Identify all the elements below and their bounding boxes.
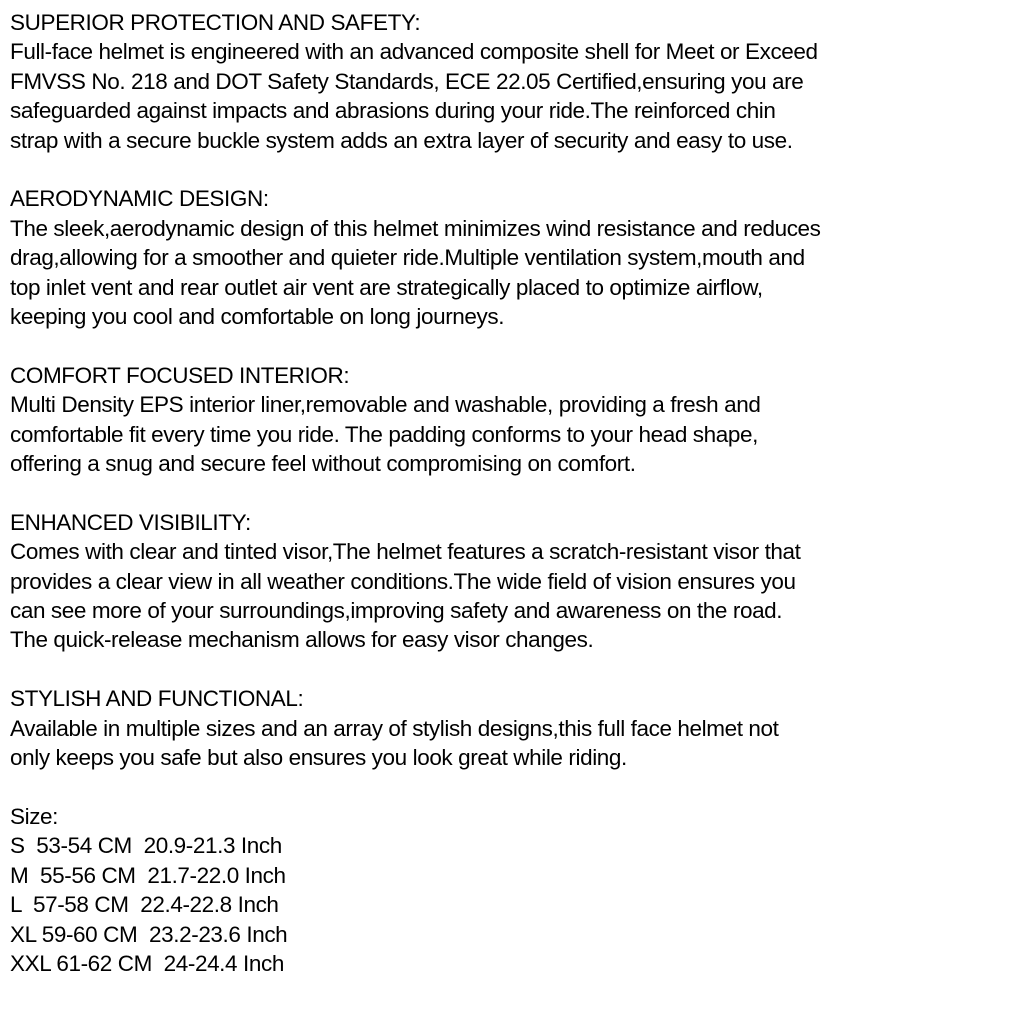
text-line: The quick-release mechanism allows for easy visor changes. — [10, 627, 594, 653]
section-heading: COMFORT FOCUSED INTERIOR: — [10, 362, 350, 388]
text-line: only keeps you safe but also ensures you look great while riding. — [10, 745, 627, 771]
product-description-document — [10, 8, 1014, 978]
size-row: M 55-56 CM 21.7-22.0 Inch — [10, 862, 286, 888]
text-line: provides a clear view in all weather conditions.The wide field of vision ensures you — [10, 568, 796, 594]
text-line: Comes with clear and tinted visor,The helmet features a scratch-resistant visor that — [10, 539, 801, 565]
section-heading: ENHANCED VISIBILITY: — [10, 509, 251, 535]
text-line: drag,allowing for a smoother and quieter ride.Multiple ventilation system,mouth and — [10, 245, 805, 271]
section-heading: STYLISH AND FUNCTIONAL: — [10, 686, 304, 712]
size-row: XL 59-60 CM 23.2-23.6 Inch — [10, 921, 288, 947]
text-line: safeguarded against impacts and abrasions during your ride.The reinforced chin — [10, 98, 776, 124]
text-line: Multi Density EPS interior liner,removable and washable, providing a fresh and — [10, 392, 761, 418]
section-heading: AERODYNAMIC DESIGN: — [10, 186, 269, 212]
section-heading: Size: — [10, 803, 59, 829]
text-line: can see more of your surroundings,improving safety and awareness on the road. — [10, 598, 783, 624]
text-line: Available in multiple sizes and an array of stylish designs,this full face helmet not — [10, 715, 779, 741]
text-line: strap with a secure buckle system adds an extra layer of security and easy to use. — [10, 127, 793, 153]
size-row: XXL 61-62 CM 24-24.4 Inch — [10, 950, 284, 976]
section-enhanced-visibility — [10, 508, 1014, 655]
text-line: The sleek,aerodynamic design of this helmet minimizes wind resistance and reduces — [10, 215, 821, 241]
text-line: Full-face helmet is engineered with an advanced composite shell for Meet or Exceed — [10, 39, 818, 65]
section-heading: SUPERIOR PROTECTION AND SAFETY: — [10, 10, 421, 35]
text-line: top inlet vent and rear outlet air vent are strategically placed to optimize airflow, — [10, 274, 763, 300]
text-line: offering a snug and secure feel without compromising on comfort. — [10, 451, 636, 477]
size-row: S 53-54 CM 20.9-21.3 Inch — [10, 833, 282, 859]
text-line: FMVSS No. 218 and DOT Safety Standards, ECE 22.05 Certified,ensuring you are — [10, 68, 804, 94]
section-superior-protection — [10, 8, 1014, 155]
text-line: keeping you cool and comfortable on long journeys. — [10, 304, 505, 330]
section-size-chart — [10, 802, 1014, 978]
text-line: comfortable fit every time you ride. The padding conforms to your head shape, — [10, 421, 758, 447]
section-stylish-functional — [10, 684, 1014, 772]
section-aerodynamic-design — [10, 184, 1014, 331]
size-row: L 57-58 CM 22.4-22.8 Inch — [10, 892, 279, 918]
section-comfort-interior — [10, 361, 1014, 479]
